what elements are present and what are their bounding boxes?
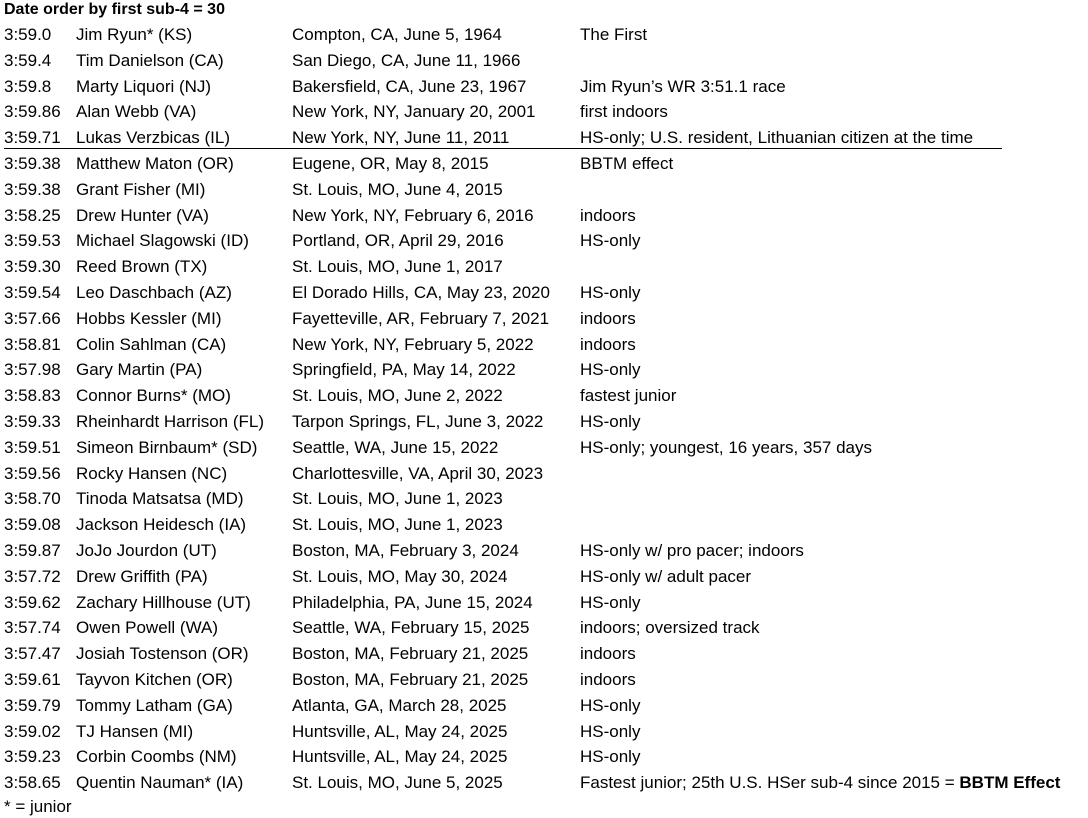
row-note-text: HS-only — [580, 411, 641, 431]
row-time: 3:58.70 — [4, 489, 61, 509]
row-note — [580, 74, 786, 100]
row-runner: Jackson Heidesch (IA) — [76, 515, 247, 535]
row-runner: Colin Sahlman (CA) — [76, 334, 227, 354]
row-runner: Drew Hunter (VA) — [76, 205, 209, 225]
row-time: 3:59.38 — [4, 153, 61, 173]
row-note — [580, 99, 668, 125]
row-time: 3:59.0 — [4, 25, 52, 44]
row-time: 3:59.30 — [4, 257, 61, 277]
row-venue-date: Huntsville, AL, May 24, 2025 — [292, 721, 508, 741]
row-note — [580, 693, 640, 719]
list-item — [0, 74, 1088, 100]
row-note — [580, 409, 640, 435]
row-runner: Zachary Hillhouse (UT) — [76, 592, 251, 612]
row-time: 3:59.23 — [4, 747, 61, 767]
row-runner: Tim Danielson (CA) — [76, 50, 224, 70]
row-venue-date: Boston, MA, February 21, 2025 — [292, 669, 529, 689]
row-note-text: The First — [580, 25, 648, 44]
list-item — [0, 22, 1088, 48]
row-venue-date: St. Louis, MO, June 4, 2015 — [292, 179, 503, 199]
row-runner: Rocky Hansen (NC) — [76, 463, 228, 483]
row-venue-date: Fayetteville, AR, February 7, 2021 — [292, 308, 550, 328]
row-time: 3:59.54 — [4, 282, 61, 302]
row-runner: Drew Griffith (PA) — [76, 566, 208, 586]
list-item — [0, 177, 1088, 203]
row-note — [580, 435, 872, 461]
list-item — [0, 641, 1088, 667]
row-time: 3:59.4 — [4, 50, 52, 70]
row-venue-date: Philadelphia, PA, June 15, 2024 — [292, 592, 533, 612]
row-note-text: HS-only — [580, 721, 641, 741]
row-venue-date: St. Louis, MO, May 30, 2024 — [292, 566, 508, 586]
row-time: 3:59.56 — [4, 463, 61, 483]
row-time: 3:59.08 — [4, 515, 61, 535]
list-item — [0, 744, 1088, 770]
row-time: 3:57.98 — [4, 360, 61, 380]
row-venue-date: New York, NY, February 5, 2022 — [292, 334, 534, 354]
row-venue-date: Tarpon Springs, FL, June 3, 2022 — [292, 411, 544, 431]
row-time: 3:58.25 — [4, 205, 61, 225]
row-note — [580, 22, 647, 48]
row-note-text: indoors — [580, 669, 636, 689]
row-note-text: HS-only w/ pro pacer; indoors — [580, 540, 804, 560]
row-note-text: HS-only w/ adult pacer — [580, 566, 752, 586]
list-item — [0, 280, 1088, 306]
row-runner: Reed Brown (TX) — [76, 257, 208, 277]
row-runner: TJ Hansen (MI) — [76, 721, 194, 741]
list-item — [0, 383, 1088, 409]
row-note-text: HS-only — [580, 695, 641, 715]
row-venue-date: New York, NY, January 20, 2001 — [292, 102, 536, 122]
list-item — [0, 357, 1088, 383]
row-time: 3:58.81 — [4, 334, 61, 354]
row-note — [580, 744, 640, 770]
list-item — [0, 590, 1088, 616]
row-note-text: BBTM effect — [580, 153, 674, 173]
row-note — [580, 770, 1060, 796]
row-venue-date: El Dorado Hills, CA, May 23, 2020 — [292, 282, 550, 302]
row-note — [580, 641, 636, 667]
row-runner: JoJo Jourdon (UT) — [76, 540, 217, 560]
row-runner: Simeon Birnbaum* (SD) — [76, 437, 258, 457]
row-note — [580, 383, 676, 409]
row-runner: Gary Martin (PA) — [76, 360, 203, 380]
row-runner: Marty Liquori (NJ) — [76, 76, 212, 96]
row-time: 3:59.53 — [4, 231, 61, 251]
row-note-text: Fastest junior; 25th U.S. HSer sub-4 since 2015 = — [580, 773, 960, 793]
list-item — [0, 409, 1088, 435]
row-note — [580, 667, 636, 693]
row-note-text: first indoors — [580, 102, 668, 122]
row-note — [580, 538, 804, 564]
list-item — [0, 125, 1088, 151]
list-item — [0, 306, 1088, 332]
row-time: 3:57.72 — [4, 566, 61, 586]
row-venue-date: Portland, OR, April 29, 2016 — [292, 231, 504, 251]
row-time: 3:59.51 — [4, 437, 61, 457]
row-runner: Quentin Nauman* (IA) — [76, 773, 244, 793]
row-time: 3:59.71 — [4, 128, 61, 148]
row-time: 3:59.86 — [4, 102, 61, 122]
row-note — [580, 590, 640, 616]
row-note-text: indoors — [580, 644, 636, 664]
row-venue-date: Springfield, PA, May 14, 2022 — [292, 360, 516, 380]
row-note-text: indoors — [580, 334, 636, 354]
row-note — [580, 151, 673, 177]
list-item — [0, 719, 1088, 745]
page-title: Date order by first sub-4 = 30 — [4, 1, 225, 18]
row-venue-date: New York, NY, February 6, 2016 — [292, 205, 534, 225]
row-time: 3:58.83 — [4, 386, 61, 406]
list-item — [0, 512, 1088, 538]
row-venue-date: Boston, MA, February 3, 2024 — [292, 540, 519, 560]
row-runner: Rheinhardt Harrison (FL) — [76, 411, 265, 431]
footnote: * = junior — [4, 797, 72, 816]
row-runner: Corbin Coombs (NM) — [76, 747, 237, 767]
row-time: 3:59.8 — [4, 76, 52, 96]
list-item — [0, 461, 1088, 487]
row-note — [580, 125, 973, 151]
row-note — [580, 332, 636, 358]
row-venue-date: Seattle, WA, June 15, 2022 — [292, 437, 499, 457]
row-note-text: HS-only — [580, 360, 641, 380]
row-runner: Tinoda Matsatsa (MD) — [76, 489, 244, 509]
row-note-text: indoors — [580, 308, 636, 328]
row-runner: Grant Fisher (MI) — [76, 179, 206, 199]
row-venue-date: Eugene, OR, May 8, 2015 — [292, 153, 489, 173]
row-venue-date: Atlanta, GA, March 28, 2025 — [292, 695, 507, 715]
row-venue-date: Seattle, WA, February 15, 2025 — [292, 618, 530, 638]
list-item — [0, 254, 1088, 280]
row-time: 3:57.47 — [4, 644, 61, 664]
row-venue-date: St. Louis, MO, June 1, 2023 — [292, 515, 503, 535]
list-item — [0, 435, 1088, 461]
list-item — [0, 770, 1088, 796]
row-runner: Leo Daschbach (AZ) — [76, 282, 232, 302]
row-venue-date: St. Louis, MO, June 1, 2023 — [292, 489, 503, 509]
row-note-text: HS-only — [580, 592, 641, 612]
row-time: 3:59.02 — [4, 721, 61, 741]
row-runner: Hobbs Kessler (MI) — [76, 308, 222, 328]
row-note — [580, 203, 636, 229]
list-item — [0, 203, 1088, 229]
row-note-text: HS-only; youngest, 16 years, 357 days — [580, 437, 872, 457]
row-venue-date: San Diego, CA, June 11, 1966 — [292, 50, 521, 70]
row-runner: Connor Burns* (MO) — [76, 386, 231, 406]
row-time: 3:57.74 — [4, 618, 61, 638]
row-note-text: HS-only; U.S. resident, Lithuanian citizen at the time — [580, 128, 974, 148]
row-runner: Owen Powell (WA) — [76, 618, 219, 638]
row-note-text: HS-only — [580, 747, 641, 767]
row-note-text: HS-only — [580, 282, 641, 302]
row-note — [580, 615, 760, 641]
row-runner: Jim Ryun* (KS) — [76, 25, 193, 44]
row-note-text: fastest junior — [580, 386, 677, 406]
row-time: 3:59.79 — [4, 695, 61, 715]
row-time: 3:59.62 — [4, 592, 61, 612]
row-venue-date: Bakersfield, CA, June 23, 1967 — [292, 76, 527, 96]
list-item — [0, 486, 1088, 512]
row-note-text: indoors — [580, 205, 636, 225]
list-item — [0, 667, 1088, 693]
list-item — [0, 538, 1088, 564]
row-runner: Matthew Maton (OR) — [76, 153, 234, 173]
row-venue-date: New York, NY, June 11, 2011 — [292, 128, 510, 148]
list-item — [0, 332, 1088, 358]
row-note-emphasis: BBTM Effect — [959, 773, 1061, 793]
row-venue-date: Charlottesville, VA, April 30, 2023 — [292, 463, 544, 483]
row-note-text: HS-only — [580, 231, 641, 251]
list-item — [0, 693, 1088, 719]
list-item — [0, 228, 1088, 254]
row-venue-date: St. Louis, MO, June 2, 2022 — [292, 386, 503, 406]
row-venue-date: Boston, MA, February 21, 2025 — [292, 644, 529, 664]
list-item — [0, 151, 1088, 177]
row-note — [580, 564, 751, 590]
row-runner: Josiah Tostenson (OR) — [76, 644, 249, 664]
row-time: 3:59.61 — [4, 669, 61, 689]
row-runner: Tommy Latham (GA) — [76, 695, 233, 715]
row-venue-date: Compton, CA, June 5, 1964 — [292, 25, 502, 44]
list-item — [0, 48, 1088, 74]
row-time: 3:58.65 — [4, 773, 61, 793]
row-note — [580, 280, 640, 306]
list-item — [0, 99, 1088, 125]
row-note — [580, 306, 636, 332]
row-time: 3:59.38 — [4, 179, 61, 199]
row-runner: Michael Slagowski (ID) — [76, 231, 249, 251]
row-time: 3:59.87 — [4, 540, 61, 560]
row-venue-date: Huntsville, AL, May 24, 2025 — [292, 747, 508, 767]
sub4-list — [0, 22, 1088, 796]
row-note — [580, 719, 640, 745]
list-item — [0, 564, 1088, 590]
list-item — [0, 615, 1088, 641]
row-time: 3:57.66 — [4, 308, 61, 328]
row-runner: Lukas Verzbicas (IL) — [76, 128, 231, 148]
row-note — [580, 228, 640, 254]
row-note-text: indoors; oversized track — [580, 618, 760, 638]
row-note-text: Jim Ryun’s WR 3:51.1 race — [580, 76, 786, 96]
row-venue-date: St. Louis, MO, June 5, 2025 — [292, 773, 503, 793]
row-runner: Alan Webb (VA) — [76, 102, 197, 122]
row-time: 3:59.33 — [4, 411, 61, 431]
row-runner: Tayvon Kitchen (OR) — [76, 669, 233, 689]
row-venue-date: St. Louis, MO, June 1, 2017 — [292, 257, 503, 277]
row-note — [580, 357, 640, 383]
